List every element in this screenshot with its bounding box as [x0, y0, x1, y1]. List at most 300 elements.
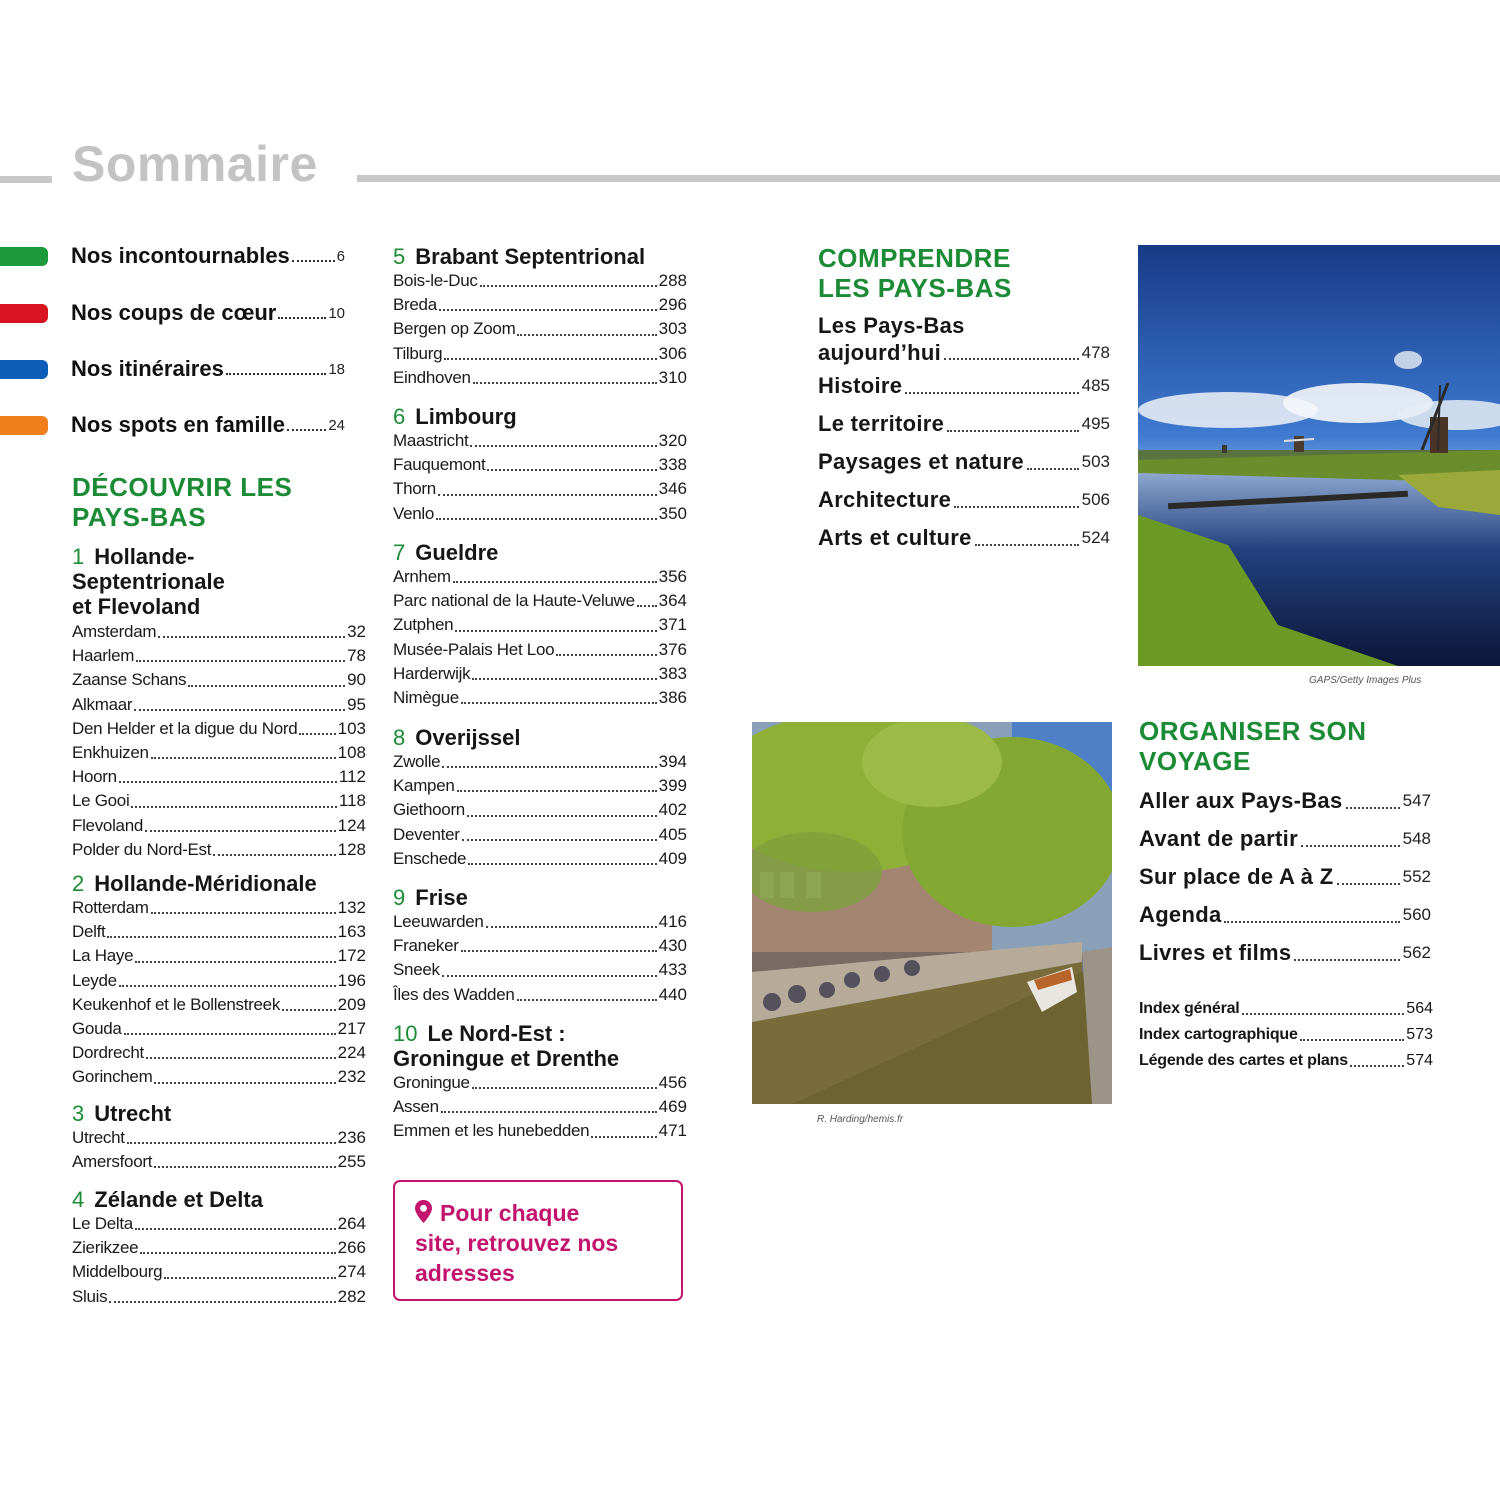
leader-dots [1350, 1065, 1404, 1067]
entry-page: 196 [337, 970, 366, 990]
toc-entry[interactable] [72, 620, 366, 644]
entry-page: 485 [1081, 376, 1110, 395]
toc-entry[interactable] [1139, 820, 1431, 858]
leader-dots [556, 654, 656, 656]
leader-dots [461, 950, 657, 952]
leader-dots [944, 358, 1079, 360]
leader-dots [1300, 1039, 1405, 1041]
leader-dots [154, 1166, 335, 1168]
chapter-title[interactable] [72, 1187, 366, 1212]
chapter-10 [393, 1021, 687, 1144]
leader-dots [438, 494, 657, 496]
entry-page: 282 [337, 1286, 366, 1306]
entry-page: 506 [1081, 490, 1110, 509]
toc-entry[interactable] [393, 366, 687, 390]
highlight-coups-de-coeur[interactable] [0, 298, 345, 328]
toc-entry[interactable] [72, 741, 366, 765]
entry-label: Agenda [1139, 902, 1222, 927]
entry-label: Flevoland [72, 815, 144, 835]
entry-page: 90 [347, 670, 366, 690]
toc-entry[interactable] [393, 589, 687, 613]
section-heading-decouvrir [72, 472, 366, 532]
entry-page: 430 [658, 936, 687, 956]
chapter-title[interactable] [393, 244, 687, 269]
chapter-number: 4 [72, 1187, 85, 1212]
toc-entry[interactable] [1139, 1048, 1433, 1074]
leader-dots [131, 806, 336, 808]
toc-entry[interactable] [72, 1065, 366, 1089]
entry-label: Gouda [72, 1019, 122, 1039]
leader-dots [164, 1277, 335, 1279]
leader-dots [1242, 1013, 1405, 1015]
entry-label: Aller aux Pays-Bas [1139, 788, 1343, 813]
entry-page: 217 [337, 1019, 366, 1039]
entry-page: 440 [658, 984, 687, 1004]
entry-page: 394 [658, 752, 687, 771]
entry-label: Index général [1139, 1000, 1240, 1017]
entry-label: Zierikzee [72, 1238, 139, 1258]
highlight-label: Nos incontournables [71, 243, 290, 268]
highlight-itineraires[interactable] [0, 354, 345, 384]
callout-line: Pour chaque [440, 1200, 580, 1226]
leader-dots [282, 1009, 336, 1011]
toc-entry[interactable] [393, 613, 687, 637]
entry-page: 383 [658, 663, 687, 683]
toc-entry[interactable] [72, 668, 366, 692]
toc-entry[interactable] [72, 944, 366, 968]
entry-page: 255 [337, 1152, 366, 1172]
leader-dots [127, 1142, 336, 1144]
entry-page: 495 [1081, 414, 1110, 433]
entry-label: Enkhuizen [72, 743, 149, 763]
entry-page: 264 [337, 1214, 366, 1233]
entry-label: Nimègue [393, 688, 459, 708]
entry-label: Gorinchem [72, 1067, 153, 1087]
map-pin-icon [415, 1200, 432, 1223]
toc-entry[interactable] [393, 983, 687, 1007]
toc-entry[interactable] [393, 750, 687, 774]
entry-page: 172 [337, 946, 366, 966]
leader-dots [134, 709, 345, 711]
toc-entry[interactable] [72, 1126, 366, 1150]
entry-label: Amsterdam [72, 622, 157, 641]
title-rule-right [357, 175, 1500, 182]
leader-dots [292, 260, 335, 262]
organiser-list [1139, 782, 1431, 972]
leader-dots [107, 936, 335, 938]
heading-line: DÉCOUVRIR LES [72, 472, 293, 502]
leader-dots [226, 373, 326, 375]
entry-page: 433 [658, 960, 687, 980]
entry-label: Thorn [393, 479, 436, 499]
entry-page: 416 [658, 912, 687, 931]
photo-credit-canal: R. Harding/hemis.fr [817, 1114, 904, 1125]
highlight-label: Nos spots en famille [71, 412, 285, 437]
entry-page: 350 [658, 503, 687, 523]
toc-entry[interactable] [393, 686, 687, 710]
entry-label: Bois-le-Duc [393, 271, 478, 290]
leader-dots [158, 636, 345, 638]
entry-label: Sur place de A à Z [1139, 864, 1334, 889]
chapter-7 [393, 540, 687, 710]
section-heading-comprendre [818, 243, 1118, 303]
entry-label: Hoorn [72, 767, 117, 787]
chapter-title-line: Hollande-Méridionale [94, 871, 317, 896]
leader-dots [517, 999, 657, 1001]
toc-entry[interactable] [72, 920, 366, 944]
entry-label: Le territoire [818, 411, 945, 436]
entry-page: 274 [337, 1262, 366, 1282]
leader-dots [278, 317, 326, 319]
entry-label: Polder du Nord-Est [72, 839, 212, 859]
leader-dots [457, 790, 657, 792]
toc-entry[interactable] [393, 638, 687, 662]
leader-dots [455, 630, 656, 632]
entry-label: Den Helder et la digue du Nord [72, 718, 298, 738]
chapter-title[interactable] [72, 544, 366, 619]
toc-entry[interactable] [1139, 1022, 1433, 1048]
leader-dots [472, 678, 656, 680]
chapter-title-line: Limbourg [415, 404, 517, 429]
windmills-landscape-image [1138, 245, 1500, 666]
toc-entry[interactable] [72, 693, 366, 717]
entry-label: Eindhoven [393, 367, 471, 387]
leader-dots [436, 518, 657, 520]
entry-label: Haarlem [72, 646, 135, 666]
toc-entry[interactable] [818, 339, 1110, 367]
entry-page: 456 [658, 1073, 687, 1092]
leader-dots [470, 445, 656, 447]
heading-line: VOYAGE [1139, 746, 1251, 776]
toc-entry[interactable] [393, 1071, 687, 1095]
entry-page: 376 [658, 639, 687, 659]
heading-line: COMPRENDRE [818, 243, 1011, 273]
leader-dots [109, 1301, 335, 1303]
entry-page: 103 [337, 718, 366, 738]
chapter-title-line: et Flevoland [72, 594, 201, 619]
entry-label: Keukenhof et le Bollenstreek [72, 994, 281, 1014]
entry-page: 371 [658, 615, 687, 635]
entry-label: Amersfoort [72, 1152, 153, 1172]
leader-dots [299, 733, 335, 735]
toc-entry[interactable] [393, 958, 687, 982]
toc-entry[interactable] [818, 443, 1110, 481]
entry-label: Leeuwarden [393, 912, 484, 931]
leader-dots [151, 757, 336, 759]
toc-entry[interactable] [72, 1260, 366, 1284]
entry-label: Îles des Wadden [393, 984, 515, 1004]
title-rule-left [0, 176, 52, 183]
entry-page: 132 [337, 898, 366, 917]
toc-entry[interactable] [72, 993, 366, 1017]
entry-label: Musée-Palais Het Loo [393, 639, 555, 659]
toc-entry[interactable] [72, 717, 366, 741]
entry-label: La Haye [72, 946, 134, 966]
green-tab-icon [0, 247, 48, 266]
entry-label: Leyde [72, 970, 117, 990]
entry-page: 560 [1402, 905, 1431, 924]
highlight-spots-famille[interactable] [0, 410, 345, 440]
entry-label: Sluis [72, 1286, 108, 1306]
chapter-title[interactable] [393, 885, 687, 910]
leader-dots [486, 926, 657, 928]
entry-label: Alkmaar [72, 694, 133, 714]
chapter-number: 9 [393, 885, 406, 910]
toc-entry[interactable] [72, 896, 366, 920]
chapter-title-line: Brabant Septentrional [415, 244, 646, 269]
chapter-title[interactable] [393, 404, 687, 429]
toc-entry[interactable] [393, 798, 687, 822]
entry-label: Zutphen [393, 615, 454, 635]
chapter-title[interactable] [393, 540, 687, 565]
leader-dots [905, 392, 1078, 394]
index-list [1139, 996, 1433, 1074]
toc-entry[interactable] [393, 429, 687, 453]
orange-tab-icon [0, 416, 48, 435]
leader-dots [140, 1252, 335, 1254]
highlight-page: 10 [328, 304, 345, 322]
chapter-title-line: Zélande et Delta [94, 1187, 263, 1212]
entry-page: 296 [658, 295, 687, 315]
entry-label: Breda [393, 295, 437, 315]
leader-dots [119, 985, 336, 987]
toc-entry[interactable] [72, 765, 366, 789]
entry-label: Sneek [393, 960, 440, 980]
entry-label: Utrecht [72, 1128, 125, 1147]
entry-page: 224 [337, 1043, 366, 1063]
toc-entry[interactable] [1139, 782, 1431, 820]
highlight-incontournables[interactable] [0, 241, 345, 271]
entry-page: 503 [1081, 452, 1110, 471]
entry-page: 364 [658, 591, 687, 611]
chapter-title-line: Frise [415, 885, 468, 910]
toc-entry[interactable] [393, 477, 687, 501]
entry-label: Kampen [393, 776, 455, 796]
toc-entry[interactable] [818, 481, 1110, 519]
entry-label: Venlo [393, 503, 435, 523]
entry-page: 320 [658, 431, 687, 450]
entry-label: Middelbourg [72, 1262, 163, 1282]
entry-label: Dordrecht [72, 1043, 144, 1063]
toc-entry[interactable] [393, 847, 687, 871]
leader-dots [119, 781, 337, 783]
toc-entry[interactable] [818, 405, 1110, 443]
heading-line: ORGANISER SON [1139, 716, 1367, 746]
toc-entry[interactable] [72, 969, 366, 993]
entry-label: Zwolle [393, 752, 441, 771]
entry-page: 338 [658, 455, 687, 475]
entry-label: Bergen op Zoom [393, 319, 516, 339]
chapter-title[interactable] [393, 1021, 687, 1071]
entry-label: Paysages et nature [818, 449, 1024, 474]
entry-page: 548 [1402, 829, 1431, 848]
toc-entry[interactable] [1139, 858, 1431, 896]
chapter-number: 10 [393, 1021, 418, 1046]
toc-entry[interactable] [393, 662, 687, 686]
entry-label: Enschede [393, 848, 467, 868]
chapter-title-line: Hollande- [94, 544, 195, 569]
entry-page: 478 [1081, 343, 1110, 362]
chapter-title[interactable] [393, 725, 687, 750]
entry-page: 108 [337, 743, 366, 763]
leader-dots [136, 660, 345, 662]
chapter-number: 7 [393, 540, 406, 565]
leader-dots [954, 506, 1078, 508]
comprendre-list [818, 313, 1110, 557]
leader-dots [975, 544, 1079, 546]
chapter-number: 1 [72, 544, 85, 569]
entry-page: 78 [347, 646, 366, 666]
entry-page: 402 [658, 800, 687, 820]
leader-dots [487, 469, 656, 471]
entry-page: 552 [1402, 867, 1431, 886]
leader-dots [154, 1082, 335, 1084]
toc-entry[interactable] [72, 1285, 366, 1309]
callout-line: adresses [415, 1260, 515, 1286]
leader-dots [473, 382, 657, 384]
callout-line: site, retrouvez nos [415, 1230, 619, 1256]
chapter-title[interactable] [72, 1101, 366, 1126]
windmills-photo [1138, 245, 1500, 666]
chapter-title-line: Overijssel [415, 725, 521, 750]
amsterdam-canal-image [752, 722, 1112, 1104]
section-heading-organiser [1139, 716, 1439, 776]
entry-page: 288 [658, 271, 687, 290]
entry-page: 232 [337, 1067, 366, 1087]
leader-dots [637, 605, 657, 607]
toc-entry[interactable] [1139, 996, 1433, 1022]
entry-page: 524 [1081, 528, 1110, 547]
chapter-title[interactable] [72, 871, 366, 896]
entry-label: Tilburg [393, 343, 443, 363]
leader-dots [453, 581, 657, 583]
leader-dots [146, 1057, 336, 1059]
leader-dots [151, 912, 336, 914]
toc-entry[interactable] [72, 644, 366, 668]
highlight-page: 18 [328, 360, 345, 378]
addresses-callout-box [393, 1180, 683, 1301]
entry-page: 547 [1402, 791, 1431, 810]
entry-label: Delft [72, 922, 106, 942]
heading-line: PAYS-BAS [72, 502, 207, 532]
toc-entry[interactable] [72, 1212, 366, 1236]
entry-label: Deventer [393, 824, 460, 844]
entry-label: Maastricht [393, 431, 469, 450]
toc-entry[interactable] [393, 565, 687, 589]
toc-entry[interactable] [393, 502, 687, 526]
entry-label: Assen [393, 1097, 439, 1117]
toc-entry[interactable] [393, 269, 687, 293]
toc-entry[interactable] [1139, 896, 1431, 934]
toc-entry[interactable] [72, 1041, 366, 1065]
highlight-page: 24 [328, 416, 345, 434]
entry-label: Les Pays-Bas [818, 313, 965, 338]
chapter-3 [72, 1101, 366, 1174]
toc-entry[interactable] [393, 1095, 687, 1119]
leader-dots [467, 815, 657, 817]
page-title: Sommaire [72, 136, 318, 192]
chapter-title-line: Utrecht [94, 1101, 172, 1126]
entry-label: Zaanse Schans [72, 670, 187, 690]
entry-label: Architecture [818, 487, 952, 512]
toc-entry[interactable] [72, 789, 366, 813]
heading-line: LES PAYS-BAS [818, 273, 1012, 303]
entry-label: Groningue [393, 1073, 470, 1092]
entry-page: 112 [338, 767, 366, 787]
entry-label: Le Gooi [72, 791, 130, 811]
toc-entry[interactable] [393, 317, 687, 341]
toc-entry[interactable] [393, 453, 687, 477]
entry-label: Avant de partir [1139, 826, 1298, 851]
leader-dots [591, 1136, 656, 1138]
leader-dots [1346, 807, 1400, 809]
leader-dots [145, 830, 336, 832]
canal-photo [752, 722, 1112, 1104]
toc-entry[interactable] [393, 910, 687, 934]
entry-label: Emmen et les hunebedden [393, 1121, 590, 1141]
chapter-number: 8 [393, 725, 406, 750]
chapter-2 [72, 871, 366, 1090]
toc-entry[interactable] [393, 293, 687, 317]
entry-label: Légende des cartes et plans [1139, 1052, 1348, 1069]
entry-label: Harderwijk [393, 663, 471, 683]
chapter-number: 5 [393, 244, 406, 269]
chapter-4 [72, 1187, 366, 1309]
entry-page: 124 [337, 815, 366, 835]
photo-credit-windmills: GAPS/Getty Images Plus [1309, 675, 1422, 686]
leader-dots [517, 334, 656, 336]
toc-entry[interactable] [393, 823, 687, 847]
chapter-title-line: Le Nord-Est : [427, 1021, 566, 1046]
leader-dots [947, 430, 1078, 432]
entry-label: Histoire [818, 373, 903, 398]
entry-page: 471 [658, 1121, 687, 1141]
toc-entry[interactable] [72, 838, 366, 862]
toc-entry[interactable] [818, 367, 1110, 405]
leader-dots [287, 429, 326, 431]
toc-entry[interactable] [1139, 934, 1431, 972]
entry-page: 346 [658, 479, 687, 499]
leader-dots [468, 863, 656, 865]
leader-dots [472, 1087, 657, 1089]
leader-dots [135, 961, 335, 963]
entry-label: Fauquemont [393, 455, 486, 475]
toc-entry[interactable] [393, 934, 687, 958]
entry-label: Index cartographique [1139, 1026, 1298, 1043]
highlight-label: Nos coups de cœur [71, 300, 277, 325]
toc-entry[interactable] [72, 814, 366, 838]
leader-dots [442, 975, 657, 977]
toc-entry[interactable] [393, 774, 687, 798]
entry-page: 469 [658, 1097, 687, 1117]
toc-entry[interactable] [72, 1236, 366, 1260]
toc-entry[interactable] [393, 1119, 687, 1143]
leader-dots [1294, 959, 1399, 961]
chapter-1 [72, 544, 366, 862]
toc-entry[interactable] [72, 1150, 366, 1174]
leader-dots [441, 1111, 657, 1113]
entry-page: 356 [658, 567, 687, 586]
chapter-8 [393, 725, 687, 871]
red-tab-icon [0, 304, 48, 323]
toc-entry[interactable] [72, 1017, 366, 1041]
toc-entry[interactable] [818, 519, 1110, 557]
toc-entry[interactable] [393, 342, 687, 366]
leader-dots [1337, 883, 1400, 885]
entry-label: Arnhem [393, 567, 451, 586]
entry-page: 562 [1402, 943, 1431, 962]
entry-page: 386 [658, 688, 687, 708]
